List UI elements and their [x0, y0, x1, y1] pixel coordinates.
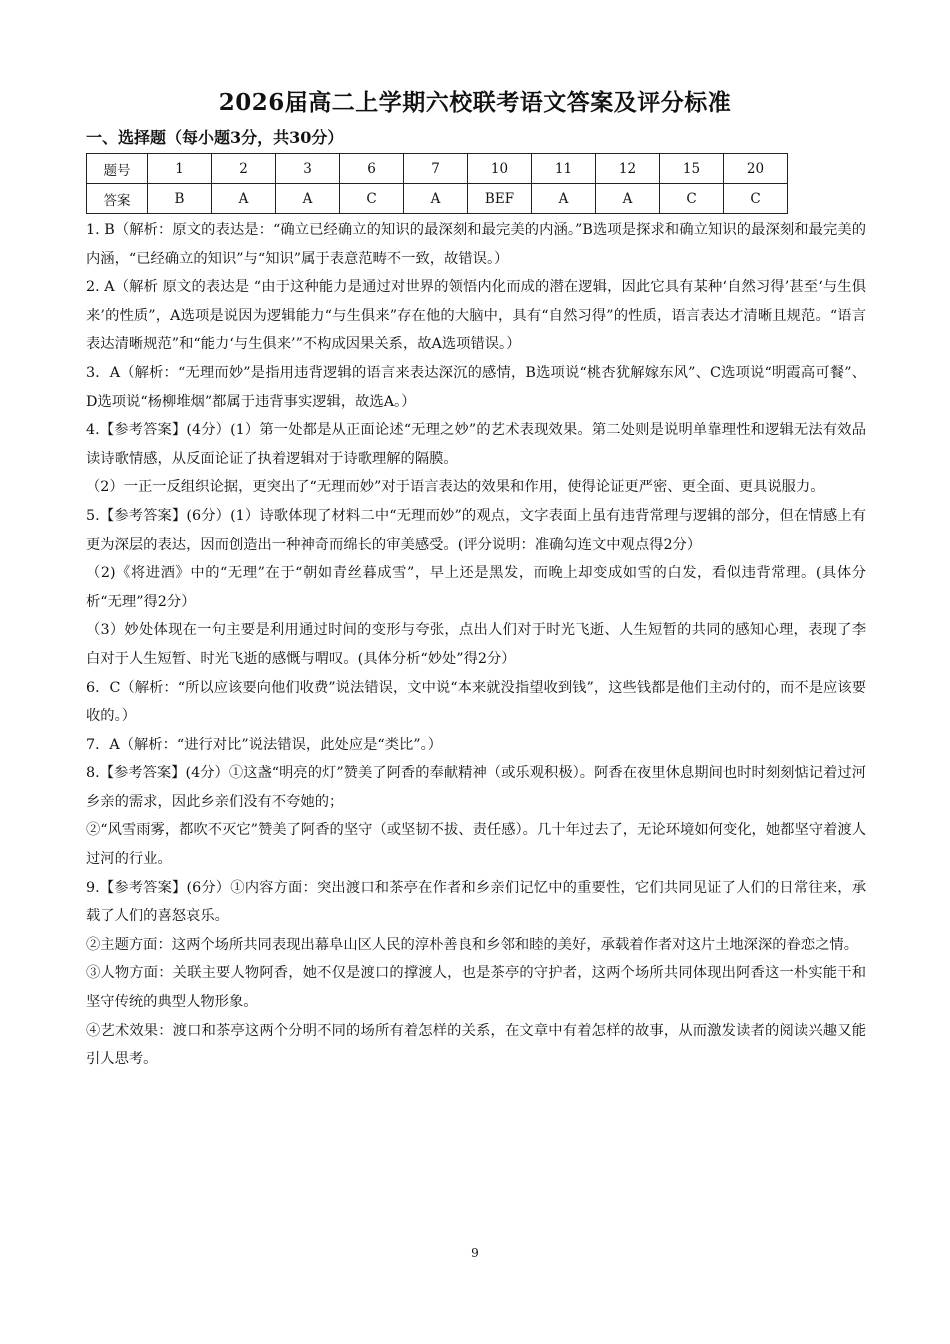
table-cell-number: 6: [340, 154, 404, 184]
paragraph-q9-part2: ②主题方面：这两个场所共同表现出幕阜山区人民的淳朴善良和乡邻和睦的美好，承载着作者对这片土地深深的眷恋之情。: [86, 936, 859, 953]
paragraph-q3: 3．A（解析：“无理而妙”是指用违背逻辑的语言来表达深沉的感情，B选项说“桃杏犹解嫁东风”、C选项说“明霞高可餐”、D选项说“杨柳堆烟”都属于违背事实逻辑，故选A。）: [86, 364, 866, 410]
answer-table: [86, 153, 788, 214]
paragraph-q8: 8.【参考答案】(4分）①这盏“明亮的灯”赞美了阿香的奉献精神（或乐观积极）。阿香在夜里休息期间也时时刻刻惦记着过河乡亲的需求，因此乡亲们没有不夸她的；: [86, 765, 866, 810]
paragraph-q9-part4: ④艺术效果：渡口和茶亭这两个分明不同的场所有着怎样的关系，在文章中有着怎样的故事，从而激发读者的阅读兴趣又能引人思考。: [86, 1022, 866, 1068]
answer-explanations: [86, 216, 866, 1074]
paragraph-q6: 6．C（解析：“所以应该要向他们收费”说法错误，文中说“本来就没指望收到钱”，这些钱都是他们主动付的，而不是应该要收的。）: [86, 679, 866, 725]
table-cell-number: 10: [468, 154, 532, 184]
table-cell-number: 20: [724, 154, 788, 184]
paragraph-q1: 1. B（解析：原文的表达是：“确立已经确立的知识的最深刻和最完美的内涵。”B选项是探求和确立知识的最深刻和最完美的内涵，“已经确立的知识”与“知识”属于表意范畴不一致，故错误。）: [86, 222, 866, 267]
table-row-label: 题号: [87, 154, 148, 184]
page-title: 2026届高二上学期六校联考语文答案及评分标准: [218, 89, 732, 116]
table-cell-number: 11: [532, 154, 596, 184]
paragraph-q7: 7．A（解析：“进行对比”说法错误，此处应是“类比”。）: [86, 736, 443, 753]
table-cell-answer: A: [276, 184, 340, 214]
table-row-numbers: [87, 154, 788, 184]
table-row-answers: [87, 184, 788, 214]
table-cell-number: 15: [660, 154, 724, 184]
table-cell-answer: A: [532, 184, 596, 214]
table-cell-answer: C: [724, 184, 788, 214]
table-cell-answer: C: [660, 184, 724, 214]
paragraph-q9: 9.【参考答案】(6分）①内容方面：突出渡口和茶亭在作者和乡亲们记忆中的重要性，它们共同见证了人们的日常往来，承载了人们的喜怒哀乐。: [86, 879, 866, 925]
table-cell-number: 3: [276, 154, 340, 184]
table-cell-answer: C: [340, 184, 404, 214]
paragraph-q9-part3: ③人物方面：关联主要人物阿香，她不仅是渡口的撑渡人，也是茶亭的守护者，这两个场所共同体现出阿香这一朴实能干和坚守传统的典型人物形象。: [86, 965, 866, 1011]
paragraph-q5-part2: （2)《将进酒》中的“无理”在于“朝如青丝暮成雪”，早上还是黑发，而晚上却变成如雪的白发，看似违背常理。(具体分析“无理”得2分）: [86, 565, 866, 610]
table-cell-answer: B: [148, 184, 212, 214]
paragraph-q5: 5.【参考答案】(6分）(1）诗歌体现了材料二中“无理而妙”的观点，文字表面上虽有违背常理与逻辑的部分，但在情感上有更为深层的表达，因而创造出一种神奇而绵长的审美感受。(评分说明：准确勾连文中观点得2分）: [86, 507, 866, 553]
section-heading: 一、选择题（每小题3分，共30分）: [86, 128, 344, 147]
table-cell-number: 7: [404, 154, 468, 184]
table-cell-answer: A: [596, 184, 660, 214]
table-cell-number: 1: [148, 154, 212, 184]
table-cell-number: 2: [212, 154, 276, 184]
paragraph-q5-part3: （3）妙处体现在一句主要是利用通过时间的变形与夸张，点出人们对于时光飞逝、人生短暂的共同的感知心理，表现了李白对于人生短暂、时光飞逝的感慨与喟叹。(具体分析“妙处”得2分）: [86, 622, 866, 667]
page-number: 9: [471, 1246, 479, 1260]
paragraph-q4-part2: （2）一正一反组织论据，更突出了“无理而妙”对于语言表达的效果和作用，使得论证更严密、更全面、更具说服力。: [86, 479, 825, 496]
table-cell-answer: A: [404, 184, 468, 214]
paragraph-q2: 2. A（解析 原文的表达是 “由于这种能力是通过对世界的领悟内化而成的潜在逻辑，因此它具有某种‘自然习得’甚至‘与生俱来’的性质”，A选项是说因为逻辑能力“与生俱来”存在他的大脑中，具有“自然习得”的性质，语言表达才清晰且规范。“语言表达清晰规范”和“能力‘与生俱来’”不构成因果关系，故A选项错误。）: [86, 279, 866, 353]
table-cell-number: 12: [596, 154, 660, 184]
paragraph-q4: 4.【参考答案】(4分）(1）第一处都是从正面论述“无理之妙”的艺术表现效果。第二处则是说明单靠理性和逻辑无法有效品读诗歌情感，从反面论证了执着逻辑对于诗歌理解的隔膜。: [86, 422, 866, 467]
paragraph-q8-part2: ②“风雪雨雾，都吹不灭它”赞美了阿香的坚守（或坚韧不拔、责任感）。几十年过去了，无论环境如何变化，她都坚守着渡人过河的行业。: [86, 822, 866, 868]
table-cell-answer: A: [212, 184, 276, 214]
table-cell-answer: BEF: [468, 184, 532, 214]
table-row-label: 答案: [87, 184, 148, 214]
